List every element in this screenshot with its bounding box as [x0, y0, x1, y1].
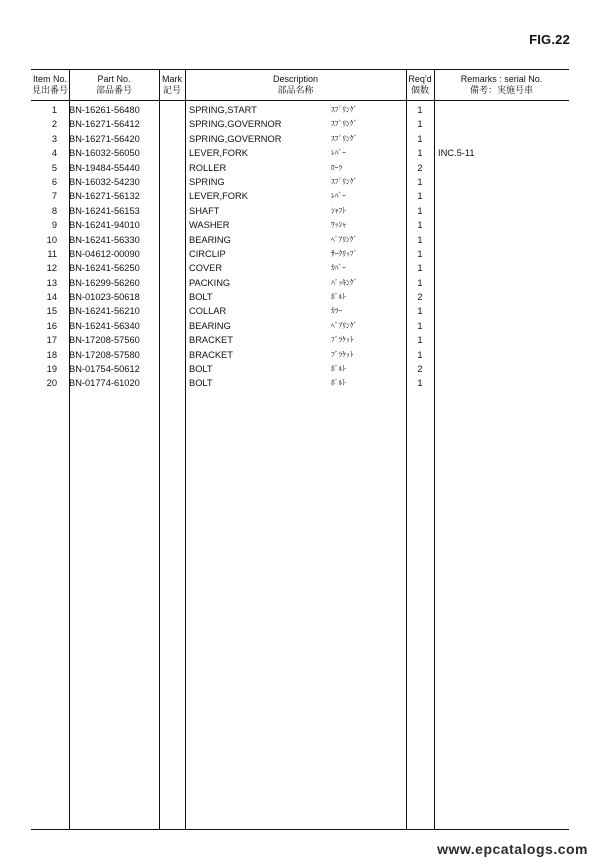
part-number: BN-16241-56210: [69, 306, 140, 317]
part-description: BOLT: [189, 364, 213, 375]
part-name-jp: ｽﾌﾟﾘﾝｸﾞ: [331, 105, 358, 114]
part-description: LEVER,FORK: [189, 148, 248, 159]
item-number: 18: [46, 349, 57, 360]
header-mark-jp: 記号: [162, 85, 181, 95]
table-row: [31, 189, 569, 203]
part-name-jp: ﾍﾞｱﾘﾝｸﾞ: [331, 234, 358, 244]
quantity: 1: [417, 205, 423, 216]
part-description: SPRING,START: [189, 105, 257, 115]
part-name-jp: ｽﾌﾟﾘﾝｸﾞ: [331, 133, 358, 143]
part-name-jp: ｶﾊﾞｰ: [331, 263, 346, 273]
part-name-jp: ｽﾌﾟﾘﾝｸﾞ: [331, 119, 358, 129]
quantity: 2: [417, 292, 423, 303]
header-part-jp: 部品番号: [95, 85, 132, 95]
part-number: BN-16271-56132: [69, 191, 140, 202]
part-name-jp: ﾜｯｼｬ: [331, 220, 346, 230]
item-number: 6: [51, 176, 57, 187]
part-number: BN-16271-56420: [69, 133, 140, 144]
item-number: 19: [46, 364, 57, 375]
item-number: 1: [51, 105, 57, 115]
quantity: 1: [417, 133, 423, 144]
part-description: SPRING: [189, 176, 225, 187]
part-number: BN-16241-56330: [69, 234, 140, 245]
part-description: BRACKET: [189, 349, 233, 360]
table-row: [31, 161, 569, 175]
part-name-jp: ﾚﾊﾞｰ: [331, 191, 346, 201]
part-description: SHAFT: [189, 205, 220, 216]
header-remarks-en: Remarks : serial No.: [460, 74, 543, 84]
item-number: 9: [51, 220, 57, 231]
quantity: 1: [417, 263, 423, 274]
header-qty: [406, 72, 434, 98]
quantity: 1: [417, 378, 423, 389]
part-number: BN-16271-56412: [69, 119, 140, 130]
quantity: 1: [417, 320, 423, 331]
part-description: WASHER: [189, 220, 230, 231]
part-number: BN-01023-50618: [69, 292, 140, 303]
table-row: [31, 304, 569, 318]
quantity: 2: [417, 364, 423, 375]
table-row: [31, 376, 569, 390]
part-number: BN-16032-54230: [69, 176, 140, 187]
part-name-jp: ﾚﾊﾞｰ: [331, 148, 346, 158]
item-number: 13: [46, 277, 57, 288]
item-number: 17: [46, 335, 57, 346]
part-number: BN-16241-56153: [69, 205, 140, 216]
item-number: 8: [51, 205, 57, 216]
part-description: COLLAR: [189, 306, 227, 317]
item-number: 12: [46, 263, 57, 274]
part-description: COVER: [189, 263, 223, 274]
item-number: 20: [46, 378, 57, 389]
part-description: CIRCLIP: [189, 248, 226, 259]
part-name-jp: ﾎﾞﾙﾄ: [331, 364, 346, 374]
table-row: [31, 261, 569, 275]
header-description-en: Description: [272, 74, 319, 84]
part-description: LEVER,FORK: [189, 191, 248, 202]
part-description: SPRING,GOVERNOR: [189, 133, 282, 144]
table-row: [31, 319, 569, 333]
part-name-jp: ｼｬﾌﾄ: [331, 205, 346, 215]
parts-table: [31, 69, 569, 830]
table-row: [31, 204, 569, 218]
item-number: 11: [47, 248, 57, 259]
quantity: 1: [417, 248, 423, 259]
header-item-en: Item No.: [32, 74, 67, 84]
table-row: [31, 247, 569, 261]
part-description: SPRING,GOVERNOR: [189, 119, 282, 130]
part-name-jp: ｶﾗｰ: [331, 306, 343, 316]
part-number: BN-01774-61020: [69, 378, 140, 389]
header-item: [31, 72, 69, 98]
quantity: 1: [417, 349, 423, 360]
part-description: BOLT: [189, 378, 213, 389]
header-description-jp: 部品名称: [277, 85, 314, 95]
part-name-jp: ﾊﾟｯｷﾝｸﾞ: [331, 277, 358, 287]
part-number: BN-17208-57560: [69, 335, 140, 346]
part-name-jp: ﾎﾞﾙﾄ: [331, 292, 346, 302]
item-number: 15: [46, 306, 57, 317]
part-description: PACKING: [189, 277, 231, 288]
part-name-jp: ﾍﾞｱﾘﾝｸﾞ: [331, 320, 358, 330]
quantity: 1: [417, 191, 423, 202]
header-divider: [31, 100, 569, 101]
quantity: 1: [417, 335, 423, 346]
item-number: 2: [51, 119, 57, 130]
table-row: [31, 276, 569, 290]
quantity: 1: [417, 105, 423, 115]
figure-label: FIG.22: [529, 32, 570, 47]
item-number: 3: [51, 133, 57, 144]
header-remarks-jp: 備考：実施号車: [469, 85, 533, 95]
header-remarks: [434, 72, 569, 98]
quantity: 1: [417, 277, 423, 288]
part-description: BEARING: [189, 320, 231, 331]
table-row: [31, 333, 569, 347]
part-number: BN-19484-55440: [69, 162, 140, 173]
part-description: BOLT: [189, 292, 213, 303]
quantity: 1: [417, 306, 423, 317]
quantity: 1: [417, 119, 423, 130]
header-qty-en: Req'd: [408, 74, 432, 84]
part-name-jp: ﾛｰﾗ: [331, 162, 343, 172]
item-number: 5: [51, 162, 57, 173]
table-body: [31, 103, 569, 391]
part-name-jp: ｻｰｸﾘｯﾌﾟ: [331, 248, 358, 258]
header-mark-en: Mark: [162, 74, 182, 84]
quantity: 1: [417, 176, 423, 187]
quantity: 1: [417, 148, 423, 159]
table-row: [31, 362, 569, 376]
part-name-jp: ﾌﾞﾗｹｯﾄ: [331, 335, 354, 345]
table-row: [31, 290, 569, 304]
table-row: [31, 103, 569, 117]
header-qty-jp: 個数: [410, 85, 429, 95]
table-row: [31, 218, 569, 232]
part-number: BN-04612-00090: [69, 248, 140, 259]
quantity: 1: [417, 220, 423, 231]
part-description: ROLLER: [189, 162, 227, 173]
remarks: INC.5-11: [438, 148, 475, 159]
table-row: [31, 132, 569, 146]
item-number: 14: [46, 292, 57, 303]
table-row: [31, 175, 569, 189]
part-number: BN-16241-94010: [69, 220, 140, 231]
part-description: BEARING: [189, 234, 231, 245]
item-number: 4: [51, 148, 57, 159]
part-number: BN-16241-56250: [69, 263, 140, 274]
part-number: BN-16032-56050: [69, 148, 140, 159]
item-number: 7: [51, 191, 57, 202]
table-row: [31, 146, 569, 160]
quantity: 2: [417, 162, 423, 173]
header-mark: [159, 72, 185, 98]
table-row: [31, 117, 569, 131]
part-number: BN-16241-56340: [69, 320, 140, 331]
table-row: [31, 348, 569, 362]
table-row: [31, 233, 569, 247]
part-name-jp: ｽﾌﾟﾘﾝｸﾞ: [331, 176, 358, 186]
header-part-en: Part No.: [97, 74, 131, 84]
part-number: BN-16299-56260: [69, 277, 140, 288]
header-part: [69, 72, 159, 98]
part-name-jp: ﾌﾞﾗｹｯﾄ: [331, 349, 354, 359]
header-item-jp: 見出番号: [31, 85, 68, 95]
item-number: 10: [46, 234, 57, 245]
quantity: 1: [417, 234, 423, 245]
footer-url: www.epcatalogs.com: [437, 841, 588, 857]
item-number: 16: [46, 320, 57, 331]
part-number: BN-17208-57580: [69, 349, 140, 360]
part-name-jp: ﾎﾞﾙﾄ: [331, 378, 346, 388]
header-description: [185, 72, 406, 98]
part-number: BN-01754-50612: [69, 364, 140, 375]
part-number: BN-16261-56480: [69, 105, 140, 115]
part-description: BRACKET: [189, 335, 233, 346]
